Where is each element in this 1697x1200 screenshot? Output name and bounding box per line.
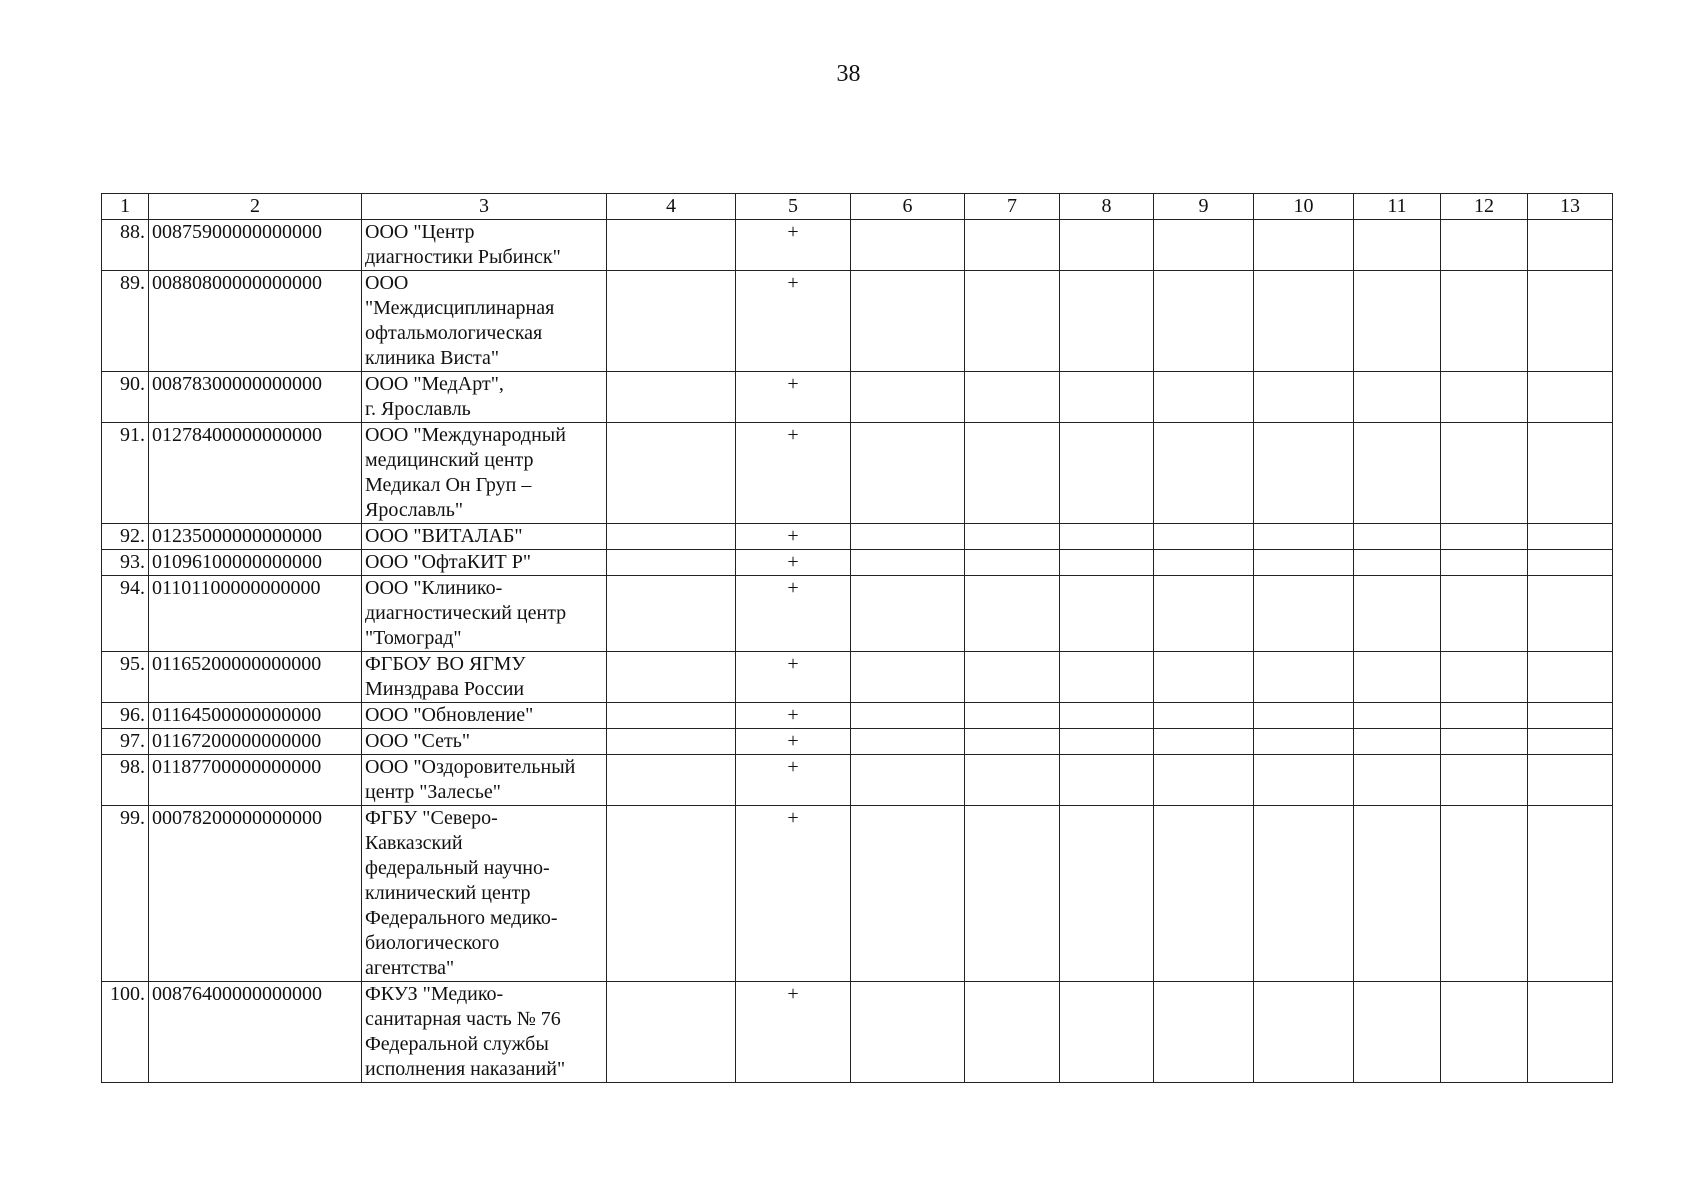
empty-cell bbox=[1154, 576, 1254, 652]
empty-cell bbox=[851, 550, 965, 576]
empty-cell bbox=[1154, 703, 1254, 729]
organization-name bbox=[362, 372, 607, 423]
empty-cell bbox=[851, 220, 965, 271]
organization-name-line: Ярославль" bbox=[365, 499, 464, 521]
empty-cell bbox=[1154, 423, 1254, 524]
row-code: 00880800000000000 bbox=[149, 271, 362, 372]
organization-name-line: диагностики Рыбинск" bbox=[365, 246, 561, 268]
empty-cell bbox=[1060, 220, 1154, 271]
column-5-mark: + bbox=[736, 550, 851, 576]
empty-cell bbox=[1254, 524, 1354, 550]
empty-cell bbox=[1254, 652, 1354, 703]
organization-name-line: "Томоград" bbox=[365, 627, 462, 649]
organization-name bbox=[362, 703, 607, 729]
organization-name-line: биологического bbox=[365, 932, 500, 954]
table-row bbox=[102, 576, 1613, 652]
empty-cell bbox=[965, 652, 1060, 703]
empty-cell bbox=[1441, 524, 1528, 550]
column-header: 3 bbox=[362, 194, 607, 220]
empty-cell bbox=[1354, 729, 1441, 755]
row-number: 100. bbox=[102, 982, 149, 1083]
empty-cell bbox=[965, 423, 1060, 524]
row-number: 90. bbox=[102, 372, 149, 423]
organization-name-line: ООО "ВИТАЛАБ" bbox=[365, 525, 523, 547]
organization-name-line: ФКУЗ "Медико- bbox=[365, 983, 504, 1005]
organization-name-line: ООО "МедАрт", bbox=[365, 373, 504, 395]
organization-name-line: ООО "Обновление" bbox=[365, 704, 534, 726]
empty-cell bbox=[1528, 271, 1613, 372]
table-row bbox=[102, 524, 1613, 550]
empty-cell bbox=[1154, 524, 1254, 550]
column-5-mark: + bbox=[736, 729, 851, 755]
empty-cell bbox=[1060, 755, 1154, 806]
table-row bbox=[102, 729, 1613, 755]
empty-cell bbox=[1441, 576, 1528, 652]
organization-name bbox=[362, 729, 607, 755]
empty-cell bbox=[1441, 372, 1528, 423]
organization-name-line: ФГБОУ ВО ЯГМУ bbox=[365, 653, 526, 675]
column-header: 10 bbox=[1254, 194, 1354, 220]
empty-cell bbox=[1354, 524, 1441, 550]
column-header: 2 bbox=[149, 194, 362, 220]
column-5-mark: + bbox=[736, 423, 851, 524]
empty-cell bbox=[1528, 982, 1613, 1083]
organization-name bbox=[362, 652, 607, 703]
organization-name-line: ООО "Клинико- bbox=[365, 577, 503, 599]
empty-cell bbox=[965, 524, 1060, 550]
organization-name-line: центр "Залесье" bbox=[365, 781, 501, 803]
empty-cell bbox=[1528, 652, 1613, 703]
row-number: 93. bbox=[102, 550, 149, 576]
table-row bbox=[102, 550, 1613, 576]
row-number: 92. bbox=[102, 524, 149, 550]
column-5-mark: + bbox=[736, 755, 851, 806]
column-5-mark: + bbox=[736, 271, 851, 372]
empty-cell bbox=[1441, 703, 1528, 729]
organization-name-line: офтальмологическая bbox=[365, 322, 543, 344]
row-code: 00876400000000000 bbox=[149, 982, 362, 1083]
organization-name bbox=[362, 271, 607, 372]
row-code: 01101100000000000 bbox=[149, 576, 362, 652]
organization-name-line: "Междисциплинарная bbox=[365, 297, 555, 319]
empty-cell bbox=[965, 576, 1060, 652]
empty-cell bbox=[1528, 755, 1613, 806]
empty-cell bbox=[1060, 271, 1154, 372]
column-header: 7 bbox=[965, 194, 1060, 220]
empty-cell bbox=[1060, 550, 1154, 576]
empty-cell bbox=[851, 423, 965, 524]
empty-cell bbox=[1060, 806, 1154, 982]
column-4-cell bbox=[607, 550, 736, 576]
organization-name bbox=[362, 524, 607, 550]
column-5-mark: + bbox=[736, 220, 851, 271]
empty-cell bbox=[851, 372, 965, 423]
empty-cell bbox=[1254, 220, 1354, 271]
organization-name-line: агентства" bbox=[365, 957, 455, 979]
row-number: 94. bbox=[102, 576, 149, 652]
row-code: 01164500000000000 bbox=[149, 703, 362, 729]
empty-cell bbox=[1154, 220, 1254, 271]
row-number: 96. bbox=[102, 703, 149, 729]
organization-name-line: ООО "Сеть" bbox=[365, 730, 470, 752]
organization-name bbox=[362, 220, 607, 271]
organization-name-line: ООО "Центр bbox=[365, 221, 475, 243]
organization-name bbox=[362, 550, 607, 576]
organization-name-line: Федеральной службы bbox=[365, 1033, 549, 1055]
empty-cell bbox=[1441, 550, 1528, 576]
empty-cell bbox=[1060, 982, 1154, 1083]
organization-name-line: медицинский центр bbox=[365, 449, 534, 471]
empty-cell bbox=[1154, 755, 1254, 806]
organization-name-line: ООО "ОфтаКИТ Р" bbox=[365, 551, 532, 573]
table-row bbox=[102, 652, 1613, 703]
organization-name bbox=[362, 423, 607, 524]
empty-cell bbox=[1254, 755, 1354, 806]
empty-cell bbox=[1441, 755, 1528, 806]
organization-name bbox=[362, 982, 607, 1083]
empty-cell bbox=[1441, 271, 1528, 372]
empty-cell bbox=[965, 729, 1060, 755]
empty-cell bbox=[1060, 423, 1154, 524]
empty-cell bbox=[1060, 372, 1154, 423]
empty-cell bbox=[1060, 652, 1154, 703]
column-5-mark: + bbox=[736, 806, 851, 982]
empty-cell bbox=[965, 372, 1060, 423]
empty-cell bbox=[1254, 729, 1354, 755]
row-number: 98. bbox=[102, 755, 149, 806]
empty-cell bbox=[851, 524, 965, 550]
empty-cell bbox=[851, 806, 965, 982]
organization-name-line: клинический центр bbox=[365, 882, 531, 904]
empty-cell bbox=[1354, 755, 1441, 806]
column-5-mark: + bbox=[736, 576, 851, 652]
empty-cell bbox=[1354, 982, 1441, 1083]
column-4-cell bbox=[607, 755, 736, 806]
column-5-mark: + bbox=[736, 652, 851, 703]
header-row bbox=[102, 194, 1613, 220]
table-row bbox=[102, 372, 1613, 423]
table-row bbox=[102, 220, 1613, 271]
organization-name-line: ООО "Международный bbox=[365, 424, 566, 446]
empty-cell bbox=[1441, 806, 1528, 982]
row-number: 88. bbox=[102, 220, 149, 271]
empty-cell bbox=[1254, 372, 1354, 423]
column-header: 13 bbox=[1528, 194, 1613, 220]
column-header: 4 bbox=[607, 194, 736, 220]
empty-cell bbox=[851, 576, 965, 652]
row-code: 01167200000000000 bbox=[149, 729, 362, 755]
organization-name-line: исполнения наказаний" bbox=[365, 1058, 566, 1080]
empty-cell bbox=[1528, 550, 1613, 576]
table-row bbox=[102, 423, 1613, 524]
table-row bbox=[102, 755, 1613, 806]
empty-cell bbox=[1441, 220, 1528, 271]
organization-name bbox=[362, 755, 607, 806]
empty-cell bbox=[1254, 703, 1354, 729]
empty-cell bbox=[1254, 550, 1354, 576]
empty-cell bbox=[1528, 220, 1613, 271]
empty-cell bbox=[851, 755, 965, 806]
column-4-cell bbox=[607, 524, 736, 550]
column-5-mark: + bbox=[736, 703, 851, 729]
empty-cell bbox=[1354, 806, 1441, 982]
empty-cell bbox=[1154, 550, 1254, 576]
column-4-cell bbox=[607, 220, 736, 271]
empty-cell bbox=[851, 729, 965, 755]
empty-cell bbox=[851, 982, 965, 1083]
empty-cell bbox=[1154, 729, 1254, 755]
empty-cell bbox=[1528, 423, 1613, 524]
organization-name-line: федеральный научно- bbox=[365, 857, 550, 879]
column-header: 6 bbox=[851, 194, 965, 220]
organization-name-line: ООО "Оздоровительный bbox=[365, 756, 576, 778]
organization-name-line: Кавказский bbox=[365, 832, 463, 854]
row-code: 01235000000000000 bbox=[149, 524, 362, 550]
registry-body bbox=[102, 220, 1613, 1083]
empty-cell bbox=[1354, 271, 1441, 372]
empty-cell bbox=[1441, 423, 1528, 524]
column-header: 11 bbox=[1354, 194, 1441, 220]
empty-cell bbox=[965, 703, 1060, 729]
column-4-cell bbox=[607, 423, 736, 524]
organization-name-line: клиника Виста" bbox=[365, 347, 500, 369]
empty-cell bbox=[965, 806, 1060, 982]
empty-cell bbox=[965, 755, 1060, 806]
row-code: 01187700000000000 bbox=[149, 755, 362, 806]
empty-cell bbox=[1154, 652, 1254, 703]
empty-cell bbox=[1060, 703, 1154, 729]
empty-cell bbox=[1441, 729, 1528, 755]
column-header: 9 bbox=[1154, 194, 1254, 220]
column-5-mark: + bbox=[736, 982, 851, 1083]
empty-cell bbox=[1254, 271, 1354, 372]
empty-cell bbox=[1528, 524, 1613, 550]
empty-cell bbox=[1441, 982, 1528, 1083]
empty-cell bbox=[1528, 729, 1613, 755]
empty-cell bbox=[1060, 524, 1154, 550]
empty-cell bbox=[1354, 220, 1441, 271]
empty-cell bbox=[1354, 550, 1441, 576]
page-number: 38 bbox=[836, 61, 861, 87]
empty-cell bbox=[1528, 703, 1613, 729]
empty-cell bbox=[1154, 806, 1254, 982]
organization-name-line: Минздрава России bbox=[365, 678, 525, 700]
column-header: 8 bbox=[1060, 194, 1154, 220]
empty-cell bbox=[1441, 652, 1528, 703]
row-number: 99. bbox=[102, 806, 149, 982]
organization-name bbox=[362, 576, 607, 652]
row-code: 01278400000000000 bbox=[149, 423, 362, 524]
column-4-cell bbox=[607, 652, 736, 703]
column-4-cell bbox=[607, 982, 736, 1083]
empty-cell bbox=[851, 652, 965, 703]
row-code: 00875900000000000 bbox=[149, 220, 362, 271]
row-number: 97. bbox=[102, 729, 149, 755]
organization-name-line: ФГБУ "Северо- bbox=[365, 807, 498, 829]
column-4-cell bbox=[607, 729, 736, 755]
empty-cell bbox=[965, 271, 1060, 372]
empty-cell bbox=[965, 982, 1060, 1083]
organization-name-line: Медикал Он Груп – bbox=[365, 474, 532, 496]
empty-cell bbox=[1254, 806, 1354, 982]
row-code: 01096100000000000 bbox=[149, 550, 362, 576]
empty-cell bbox=[1060, 729, 1154, 755]
table-row bbox=[102, 806, 1613, 982]
empty-cell bbox=[1254, 576, 1354, 652]
row-code: 01165200000000000 bbox=[149, 652, 362, 703]
empty-cell bbox=[1354, 652, 1441, 703]
empty-cell bbox=[1354, 576, 1441, 652]
organization-name-line: санитарная часть № 76 bbox=[365, 1008, 561, 1030]
organization-name-line: Федерального медико- bbox=[365, 907, 558, 929]
empty-cell bbox=[851, 703, 965, 729]
row-code: 00878300000000000 bbox=[149, 372, 362, 423]
table-row bbox=[102, 703, 1613, 729]
table-row bbox=[102, 982, 1613, 1083]
column-header: 5 bbox=[736, 194, 851, 220]
empty-cell bbox=[965, 220, 1060, 271]
empty-cell bbox=[1528, 576, 1613, 652]
empty-cell bbox=[1354, 423, 1441, 524]
empty-cell bbox=[851, 271, 965, 372]
row-number: 91. bbox=[102, 423, 149, 524]
organization-name-line: ООО bbox=[365, 272, 409, 294]
empty-cell bbox=[1254, 982, 1354, 1083]
empty-cell bbox=[1528, 806, 1613, 982]
column-4-cell bbox=[607, 372, 736, 423]
empty-cell bbox=[1154, 271, 1254, 372]
empty-cell bbox=[1154, 372, 1254, 423]
organization-name-line: диагностический центр bbox=[365, 602, 567, 624]
column-4-cell bbox=[607, 271, 736, 372]
column-4-cell bbox=[607, 806, 736, 982]
empty-cell bbox=[1528, 372, 1613, 423]
column-4-cell bbox=[607, 576, 736, 652]
registry-table bbox=[101, 193, 1613, 1083]
empty-cell bbox=[1354, 372, 1441, 423]
organization-name bbox=[362, 806, 607, 982]
empty-cell bbox=[965, 550, 1060, 576]
empty-cell bbox=[1060, 576, 1154, 652]
column-5-mark: + bbox=[736, 524, 851, 550]
empty-cell bbox=[1354, 703, 1441, 729]
row-number: 95. bbox=[102, 652, 149, 703]
column-5-mark: + bbox=[736, 372, 851, 423]
row-code: 00078200000000000 bbox=[149, 806, 362, 982]
row-number: 89. bbox=[102, 271, 149, 372]
column-4-cell bbox=[607, 703, 736, 729]
column-header: 1 bbox=[102, 194, 149, 220]
table-row bbox=[102, 271, 1613, 372]
column-header: 12 bbox=[1441, 194, 1528, 220]
empty-cell bbox=[1154, 982, 1254, 1083]
organization-name-line: г. Ярославль bbox=[365, 398, 471, 420]
empty-cell bbox=[1254, 423, 1354, 524]
